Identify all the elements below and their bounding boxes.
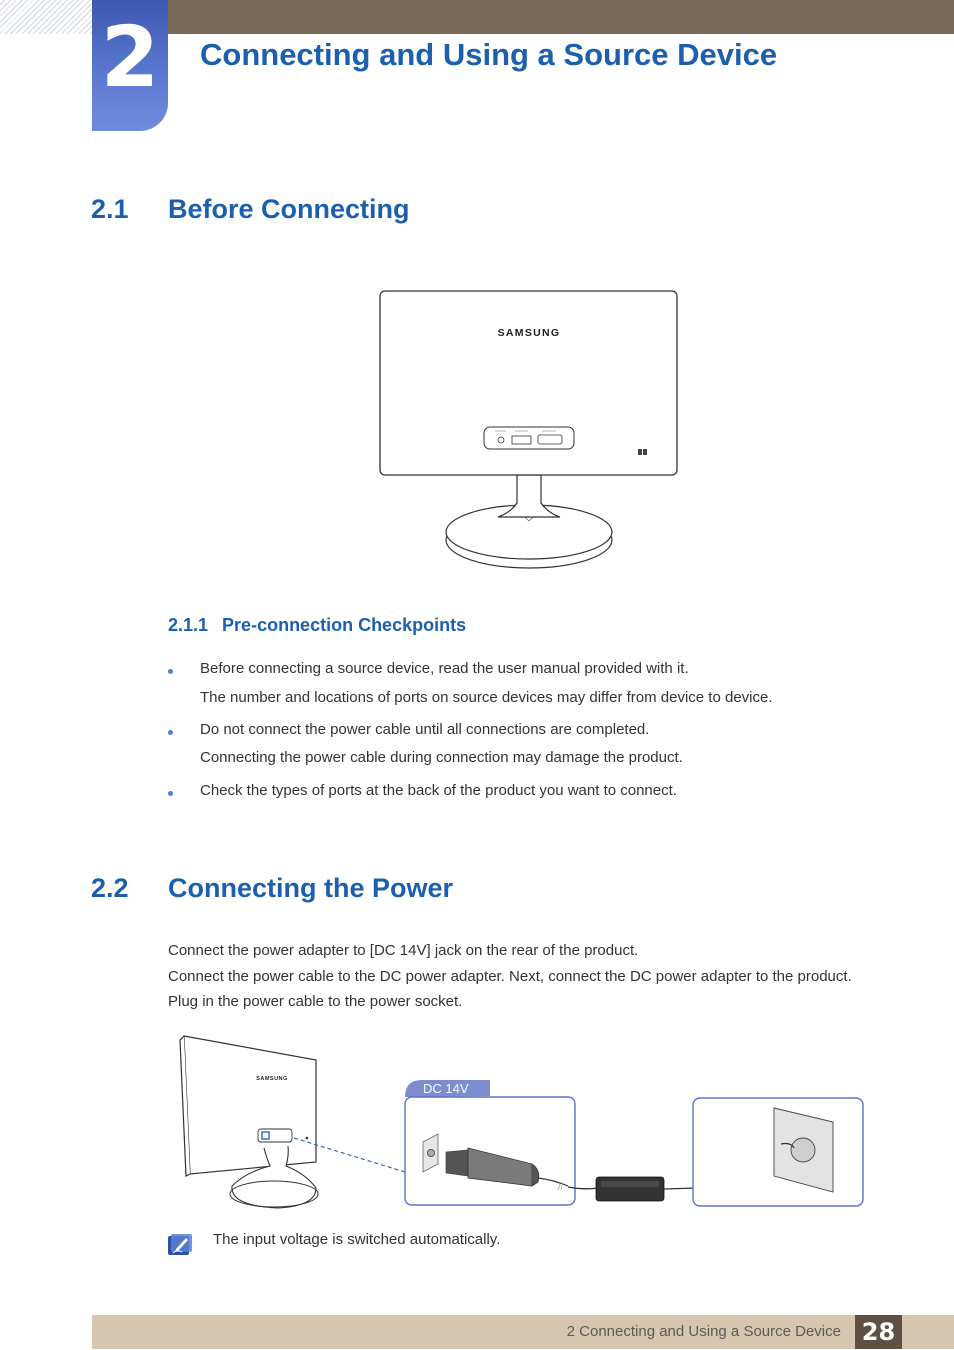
subsection-title: Pre-connection Checkpoints [222,615,467,635]
section-heading-connecting-power [91,872,591,904]
bullet-dot-icon [168,669,173,674]
bullet-text: Check the types of ports at the back of the product you want to connect. [200,782,677,799]
section-title: Before Connecting [168,194,410,224]
footer-chapter-text: 2 Connecting and Using a Source Device [566,1323,841,1340]
bullet-dot-icon [168,730,173,735]
header-hatch-decoration [0,0,92,34]
power-instruction-paragraph: Connect the power cable to the DC power adapter. Next, connect the DC power adapter to the product. [168,968,852,985]
dc-port-label: DC 14V [423,1081,469,1096]
monitor-brand-logo: SAMSUNG [497,327,561,339]
section-number: 2.1 [91,194,129,224]
note-pencil-icon [168,1234,192,1256]
subsection-heading-pre-connection [168,614,466,636]
chapter-number: 2 [100,8,160,106]
bullet-dot-icon [168,791,173,796]
bullet-text: Do not connect the power cable until all connections are completed. [200,721,650,738]
dc-port-detail-box [405,1080,575,1205]
monitor-port-panel [258,1129,292,1142]
svg-text://: // [558,1182,564,1192]
bullet-subtext: Connecting the power cable during connection may damage the product. [200,749,683,766]
power-instruction-paragraph: Plug in the power cable to the power socket. [168,993,463,1010]
dc-plug-icon [446,1150,468,1176]
section-heading-before-connecting [91,193,591,225]
chapter-title: Connecting and Using a Source Device [200,37,778,72]
power-connection-illustration [176,1030,876,1215]
monitor-brand-logo: SAMSUNG [256,1076,288,1082]
power-instruction-paragraph: Connect the power adapter to [DC 14V] jack on the rear of the product. [168,942,639,959]
page-number: 28 [861,1318,896,1346]
subsection-number: 2.1.1 [168,615,209,635]
section-title: Connecting the Power [168,873,454,903]
footer-bar [92,1315,954,1349]
monitor-angled-illustration [180,1036,318,1208]
chapter-number-tab [92,0,168,131]
section-number: 2.2 [91,873,129,903]
bullet-subtext: The number and locations of ports on source devices may differ from device to device. [200,689,773,706]
monitor-rear-illustration [370,285,690,575]
monitor-port-panel [484,427,574,449]
note-text: The input voltage is switched automatically. [213,1231,501,1248]
dc-power-adapter-icon [596,1177,664,1201]
page-number-box [855,1315,902,1349]
bullet-text: Before connecting a source device, read the user manual provided with it. [200,660,689,677]
header-bar [168,0,954,34]
wall-socket-detail-box [693,1098,863,1206]
